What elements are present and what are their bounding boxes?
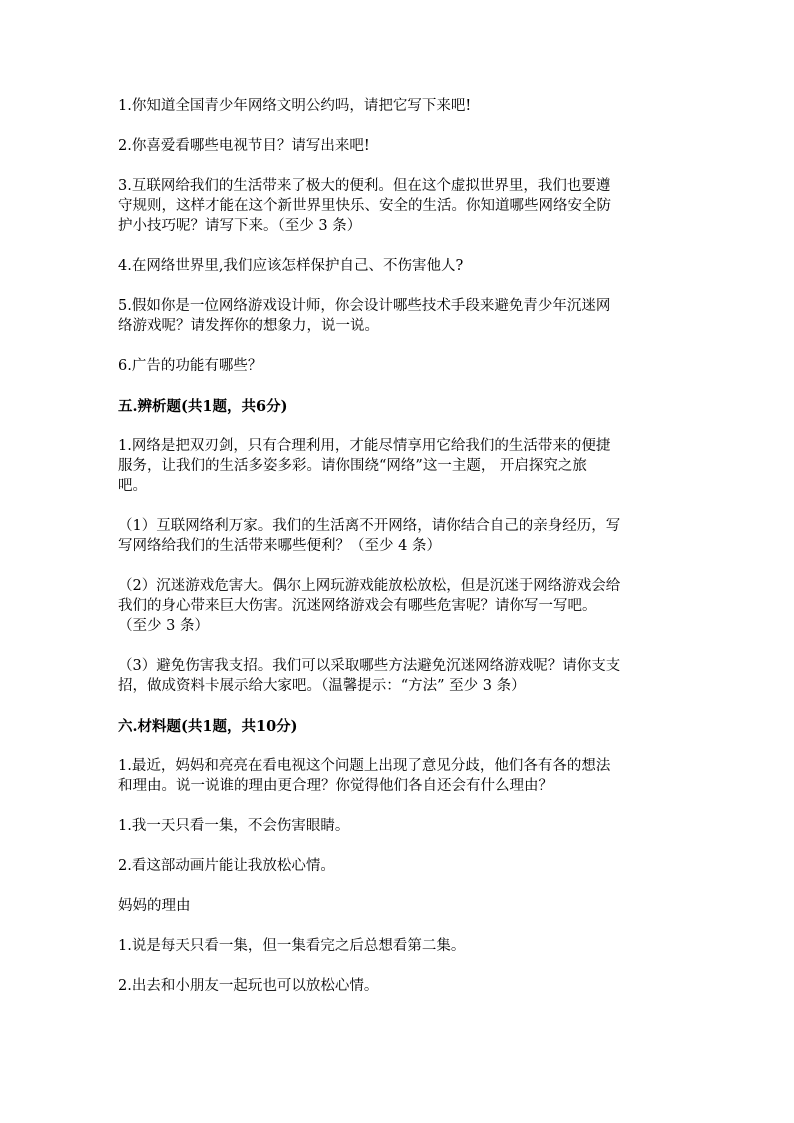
mother-reason-1: 1.说是每天只看一集，但一集看完之后总想看第二集。 xyxy=(118,938,466,954)
question-2: 2.你喜爱看哪些电视节目？请写出来吧! xyxy=(118,138,370,154)
question-3-line-1: 3.互联网给我们的生活带来了极大的便利。但在这个虚拟世界里，我们也要遵 xyxy=(118,178,611,194)
question-3-line-2: 守规则，这样才能在这个新世界里快乐、安全的生活。你知道哪些网络安全防 xyxy=(118,198,611,214)
question-5-line-1: 5.假如你是一位网络游戏设计师，你会设计哪些技术手段来避免青少年沉迷网 xyxy=(118,298,611,314)
analysis-question-line-2: 服务，让我们的生活多姿多彩。请你围绕“网络”这一主题， 开启探究之旅 xyxy=(118,458,587,474)
mother-reason-2: 2.出去和小朋友一起玩也可以放松心情。 xyxy=(118,978,379,994)
section-heading-analysis: 五.辨析题(共1题，共6分) xyxy=(118,398,288,415)
sub-question-1-line-2: 写网络给我们的生活带来哪些便利？（至少 4 条） xyxy=(118,538,441,554)
section-heading-material: 六.材料题(共1题，共10分) xyxy=(118,718,298,735)
mother-reasons-label: 妈妈的理由 xyxy=(118,898,191,914)
sub-question-2-line-2: 我们的身心带来巨大伤害。沉迷网络游戏会有哪些危害呢？请你写一写吧。 xyxy=(118,598,597,614)
question-1: 1.你知道全国青少年网络文明公约吗，请把它写下来吧! xyxy=(118,98,472,114)
sub-question-3-line-1: （3）避免伤害我支招。我们可以采取哪些方法避免沉迷网络游戏呢？请你支支 xyxy=(118,658,621,674)
question-5-line-2: 络游戏呢？请发挥你的想象力，说一说。 xyxy=(118,318,379,334)
material-question-line-1: 1.最近，妈妈和亮亮在看电视这个问题上出现了意见分歧，他们各有各的想法 xyxy=(118,758,611,774)
material-question-line-2: 和理由。说一说谁的理由更合理？你觉得他们各自还会有什么理由？ xyxy=(118,778,553,794)
liangliang-reason-2: 2.看这部动画片能让我放松心情。 xyxy=(118,858,335,874)
question-4: 4.在网络世界里,我们应该怎样保护自己、不伤害他人? xyxy=(118,258,464,274)
question-3-line-3: 护小技巧呢？请写下来。（至少 3 条） xyxy=(118,218,362,234)
liangliang-reason-1: 1.我一天只看一集，不会伤害眼睛。 xyxy=(118,818,350,834)
sub-question-1-line-1: （1）互联网络利万家。我们的生活离不开网络，请你结合自己的亲身经历，写 xyxy=(118,518,621,534)
analysis-question-line-3: 吧。 xyxy=(118,478,147,494)
sub-question-2-line-1: （2）沉迷游戏危害大。偶尔上网玩游戏能放松放松，但是沉迷于网络游戏会给 xyxy=(118,578,621,594)
question-6: 6.广告的功能有哪些？ xyxy=(118,358,263,374)
sub-question-3-line-2: 招，做成资料卡展示给大家吧。（温馨提示：“方法” 至少 3 条） xyxy=(118,678,526,694)
sub-question-2-line-3: （至少 3 条） xyxy=(118,618,209,634)
analysis-question-line-1: 1.网络是把双刃剑，只有合理利用，才能尽情享用它给我们的生活带来的便捷 xyxy=(118,438,611,454)
